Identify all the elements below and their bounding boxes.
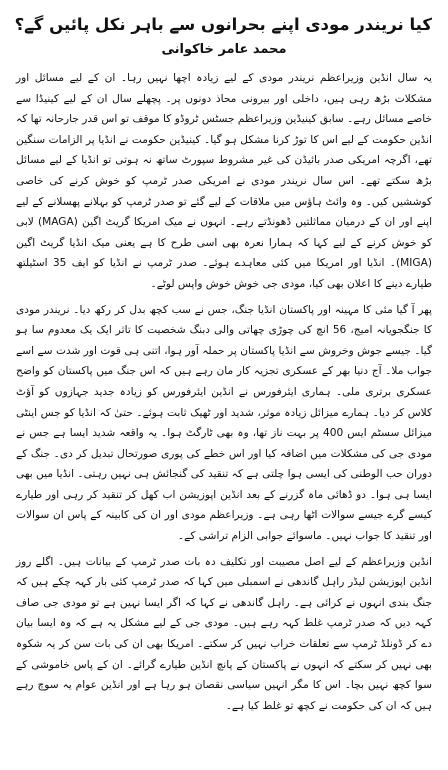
author-name: محمد عامر خاکوانی: [161, 42, 287, 57]
article-title: کیا نریندر مودی اپنے بحرانوں سے باہر نکل پائیں گے؟: [14, 15, 432, 34]
article-body: [16, 68, 432, 716]
paragraph: پھر آ گیا مئی کا مہینہ اور پاکستان انڈیا جنگ، جس نے سب کچھ بدل کر رکھ دیا۔ نریندر مودی کا جنگجویانہ امیج، 56 انچ کی چوڑی چھاتی والی دبنگ شخصیت کا تاثر ایک یک معدوم سا ہو گیا۔ جیسے جوش وخروش سے انڈیا پاکستان پر حملہ آور ہوا، اتنی ہی قوت اور شدت سے اسے جواب ملا۔ آج دنیا بھر کے عسکری تجزیہ کار مان رہے ہیں کہ اس جنگ میں پاکستان کو واضح عسکری برتری ملی۔ ہماری ایئرفورس نے انڈین ایئرفورس کو زیادہ جدید جہازوں کو آؤٹ کلاس کر دیا۔ ہمارے میزائل زیادہ موثر، شدید اور ٹھیک ثابت ہوئے۔ حتیٰ کہ انڈیا کو جس اینٹی میزائل سسٹم ایس 400 پر بہت ناز تھا، وہ بھی ٹارگٹ ہوا۔ یہ واقعہ شدید ایسا ہے جس نے مودی جی کی مشکلات میں اضافہ کیا اور اس خطے کی پوری صورتحال تبدیل کر دی۔ جنگ کے دوران حب الوطنی کی ایسی ہوا چلتی ہے کہ تنقید کی گنجائش ہی نہیں رہتی۔ انڈیا میں بھی ایسا ہی ہوا۔ دو ڈھائی ماہ گزرنے کے بعد انڈین اپوزیشن اب کھل کر تنقید کر رہی اور طیارے کیسے گرے جیسے سوالات اٹھا رہی ہے۔ وزیراعظم مودی اور ان کی کابینہ کے پاس ان سوالات اور تنقید کا جواب نہیں۔ ماسوائے جوابی الزام تراشی کے۔: [16, 303, 432, 543]
paragraph: یہ سال انڈین وزیراعظم نریندر مودی کے لیے زیادہ اچھا نہیں رہا۔ ان کے لیے مسائل اور مشکلات بڑھ رہی ہیں، داخلی اور بیرونی محاذ دونوں پر۔ پچھلے سال ان کے لیے کینیڈا سے خاصے مسائل رہے۔ سابق کینیڈین وزیراعظم جسٹس ٹروڈو کا موقف تو اس قدر جارحانہ تھا کہ انڈین حکومت کے لیے اس کا توڑ کرنا مشکل ہو گیا۔ کینیڈین حکومت نے انڈیا پر الزامات سنگین تھے، اگرچہ امریکی صدر بائیڈن کی غیر مشروط سپورٹ ساتھ نہ ہوتی تو انڈیا کے لیے مسائل بڑھ سکتے تھے۔ اس سال نریندر مودی نے امریکی صدر ٹرمپ کو خوش کرنے کی خاصی کوششیں کیں۔ وہ وائٹ ہاؤس میں ملاقات کے لیے گئے تو صدر ٹرمپ کو بہلانے پھسلانے کے لیے اپنے اور ان کے درمیان مماثلتیں ڈھونڈتے رہے۔ انہوں نے میک امریکا گریٹ اگین (MAGA) لابی کو خوش کرنے کے لیے کہا کہ ہمارا نعرہ بھی اسی طرح کا ہے یعنی میک انڈیا گریٹ اگین (MIGA)۔ انڈیا اور امریکا میں کئی معاہدے ہوئے۔ صدر ٹرمپ نے انڈیا کو ایف 35 اسٹیلتھ طیارے دینے کا اعلان بھی کیا، مودی جی خوش خوش واپس لوٹے۔: [16, 72, 433, 290]
paragraph: انڈین وزیراعظم کے لیے اصل مصیبت اور تکلیف دہ بات صدر ٹرمپ کے بیانات ہیں۔ اگلے روز انڈین اپوزیشن لیڈر راہل گاندھی نے اسمبلی میں کہا کہ صدر ٹرمپ کئی بار کہہ چکے ہیں کہ جنگ بندی انہوں نے کرائی ہے۔ راہل گاندھی نے کہا کہ اگر ایسا نہیں ہے تو مودی جی صاف کہہ دیں کہ صدر ٹرمپ غلط کہہ رہے ہیں۔ مودی جی کے لیے مشکل یہ ہے کہ وہ ایسا بیان دے کر ڈونلڈ ٹرمپ سے تعلقات خراب نہیں کر سکتے۔ امریکا بھی ان کی بات سن کر یہ شکوہ بھی نہیں کر سکتے کہ انہوں نے پاکستان کے پانچ انڈین طیارے گرائے۔ ان کے پاس خاموشی کے سوا کچھ نہیں بچا۔ اس کا مگر انہیں سیاسی نقصان ہو رہا ہے اور انڈین عوام یہ سوچ رہے ہیں کہ ان کی حکومت نے کچھ تو غلط کیا ہے۔: [16, 555, 432, 712]
